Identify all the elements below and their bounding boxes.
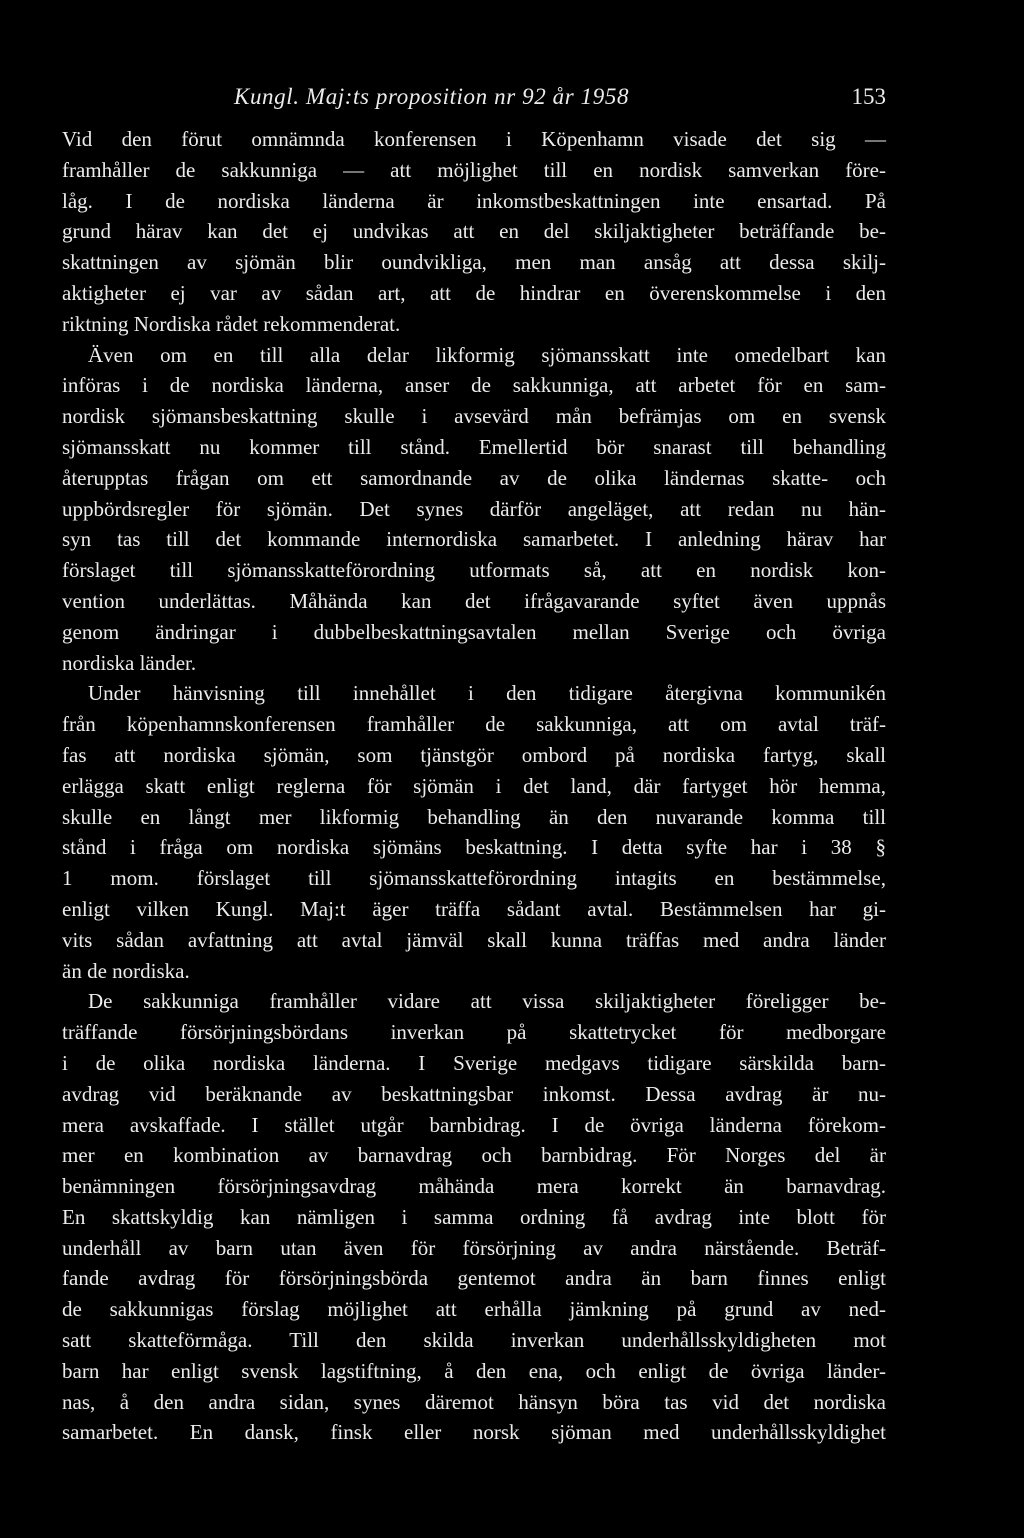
text-line: framhåller de sakkunniga — att möjlighet till en nordisk samverkan före- xyxy=(62,157,886,182)
text-line: låg. I de nordiska länderna är inkomstbeskattningen inte ensartad. På xyxy=(62,188,886,213)
text-line: mera avskaffade. I stället utgår barnbidrag. I de övriga länderna förekom- xyxy=(62,1112,886,1137)
text-line: En skattskyldig kan nämligen i samma ordning få avdrag inte blott för xyxy=(62,1204,886,1229)
text-line: än de nordiska. xyxy=(62,958,190,983)
text-line: skulle en långt mer likformig behandling än den nuvarande komma till xyxy=(62,804,886,829)
text-line: återupptas frågan om ett samordnande av de olika ländernas skatte- och xyxy=(62,465,886,490)
text-line: underhåll av barn utan även för försörjning av andra närstående. Beträf- xyxy=(62,1235,886,1260)
text-line: Även om en till alla delar likformig sjömansskatt inte omedelbart kan xyxy=(88,342,886,367)
text-line: vits sådan avfattning att avtal jämväl skall kunna träffas med andra länder xyxy=(62,927,886,952)
text-line: nas, å den andra sidan, synes däremot hänsyn böra tas vid det nordiska xyxy=(62,1389,886,1414)
text-line: enligt vilken Kungl. Maj:t äger träffa sådant avtal. Bestämmelsen har gi- xyxy=(62,896,886,921)
text-line: uppbördsregler för sjömän. Det synes därför angeläget, att redan nu hän- xyxy=(62,496,886,521)
text-line: riktning Nordiska rådet rekommenderat. xyxy=(62,311,401,336)
body-text xyxy=(62,124,886,1448)
text-line: grund härav kan det ej undvikas att en del skiljaktigheter beträffande be- xyxy=(62,219,886,244)
text-line: avdrag vid beräknande av beskattningsbar inkomst. Dessa avdrag är nu- xyxy=(62,1081,886,1106)
text-line: nordisk sjömansbeskattning skulle i avsevärd mån befrämjas om en svensk xyxy=(62,404,886,429)
text-line: satt skatteförmåga. Till den skilda inverkan underhållsskyldigheten mot xyxy=(62,1328,886,1353)
running-title: Kungl. Maj:ts proposition nr 92 år 1958 xyxy=(234,84,630,109)
text-line: förslaget till sjömansskatteförordning utformats så, att en nordisk kon- xyxy=(62,558,886,583)
text-line: mer en kombination av barnavdrag och barnbidrag. För Norges del är xyxy=(62,1143,886,1168)
text-line: barn har enligt svensk lagstiftning, å den ena, och enligt de övriga länder- xyxy=(62,1358,886,1383)
page-header xyxy=(62,84,886,116)
text-line: i de olika nordiska länderna. I Sverige medgavs tidigare särskilda barn- xyxy=(62,1050,886,1075)
text-line: De sakkunniga framhåller vidare att vissa skiljaktigheter föreligger be- xyxy=(88,989,886,1014)
text-line: träffande försörjningsbördans inverkan på skattetrycket för medborgare xyxy=(62,1020,886,1045)
text-line: genom ändringar i dubbelbeskattningsavtalen mellan Sverige och övriga xyxy=(62,619,886,644)
text-line: syn tas till det kommande internordiska samarbetet. I anledning härav har xyxy=(62,527,886,552)
text-line: erlägga skatt enligt reglerna för sjömän i det land, där fartyget hör hemma, xyxy=(62,773,886,798)
text-line: Under hänvisning till innehållet i den tidigare återgivna kommunikén xyxy=(88,681,886,706)
text-line: samarbetet. En dansk, finsk eller norsk sjöman med underhållsskyldighet xyxy=(62,1420,886,1445)
text-line: 1 mom. förslaget till sjömansskatteförordning intagits en bestämmelse, xyxy=(62,866,886,891)
text-line: skattningen av sjömän blir oundvikliga, men man ansåg att dessa skilj- xyxy=(62,250,886,275)
text-line: de sakkunnigas förslag möjlighet att erhålla jämkning på grund av ned- xyxy=(62,1297,886,1322)
text-line: fande avdrag för försörjningsbörda gentemot andra än barn finnes enligt xyxy=(62,1266,886,1291)
text-line: Vid den förut omnämnda konferensen i Köpenhamn visade det sig — xyxy=(62,127,886,151)
text-line: införas i de nordiska länderna, anser de sakkunniga, att arbetet för en sam- xyxy=(62,373,886,398)
text-line: vention underlättas. Måhända kan det ifrågavarande syftet även uppnås xyxy=(62,588,886,613)
text-line: benämningen försörjningsavdrag måhända mera korrekt än barnavdrag. xyxy=(62,1174,886,1199)
text-line: sjömansskatt nu kommer till stånd. Emellertid bör snarast till behandling xyxy=(62,434,886,459)
page-number: 153 xyxy=(851,84,886,109)
text-line: nordiska länder. xyxy=(62,650,197,675)
text-line: fas att nordiska sjömän, som tjänstgör ombord på nordiska fartyg, skall xyxy=(62,742,886,767)
text-line: från köpenhamnskonferensen framhåller de sakkunniga, att om avtal träf- xyxy=(62,712,886,737)
text-line: stånd i fråga om nordiska sjömäns beskattning. I detta syfte har i 38 § xyxy=(62,835,886,860)
text-line: aktigheter ej var av sådan art, att de hindrar en överenskommelse i den xyxy=(62,280,886,305)
